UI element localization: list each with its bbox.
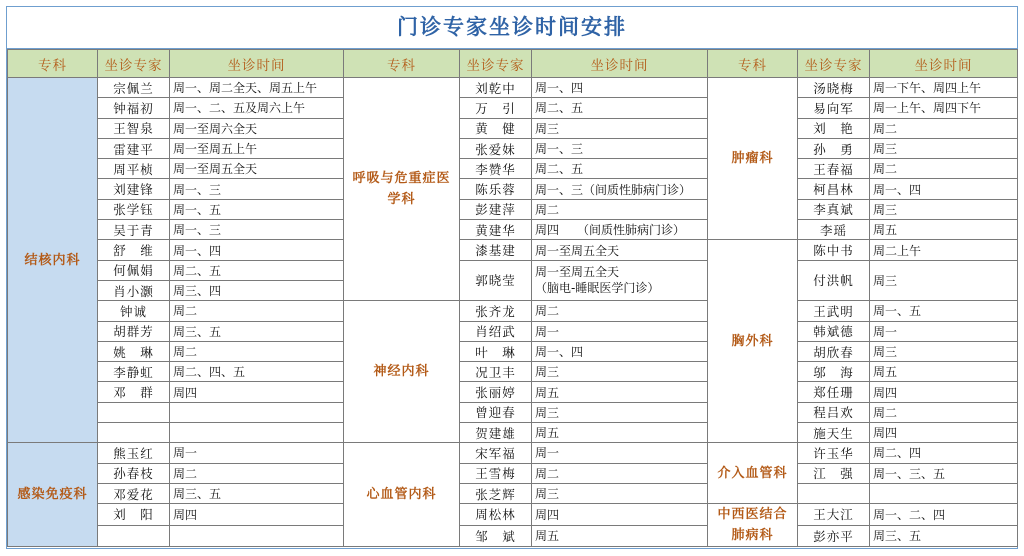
dept-tuberculosis: 结核内科 (8, 78, 98, 443)
dept-thoracic-surgery: 胸外科 (708, 240, 798, 443)
clinic-time: 周二 (532, 199, 708, 219)
clinic-time: 周四 （间质性肺病门诊） (532, 220, 708, 240)
doctor-name: 宗佩兰 (98, 78, 170, 98)
clinic-time: 周五 (532, 423, 708, 443)
doctor-name: 邓 群 (98, 382, 170, 402)
clinic-time-line: 周一至周五全天 (535, 265, 620, 280)
clinic-time: 周二 (870, 118, 1018, 138)
empty-cell (170, 525, 344, 547)
clinic-time: 周一、三 (170, 179, 344, 199)
empty-cell (170, 423, 344, 443)
table-row (8, 78, 1018, 98)
table-row (8, 402, 1018, 422)
doctor-name: 许玉华 (798, 443, 870, 463)
clinic-time: 周一至周六全天 (170, 118, 344, 138)
clinic-time: 周二、五 (532, 98, 708, 118)
doctor-name: 漆基建 (460, 240, 532, 260)
table-row (8, 362, 1018, 382)
clinic-time: 周四 (532, 504, 708, 526)
clinic-time: 周二、四、五 (170, 362, 344, 382)
clinic-time: 周一 (532, 321, 708, 341)
doctor-name: 彭亦平 (798, 525, 870, 547)
doctor-name: 李赞华 (460, 159, 532, 179)
header-time: 坐诊时间 (532, 50, 708, 78)
clinic-time: 周三 (532, 362, 708, 382)
table-row (8, 382, 1018, 402)
empty-cell (98, 525, 170, 547)
clinic-time: 周二 (170, 301, 344, 321)
dept-infection: 感染免疫科 (8, 443, 98, 547)
clinic-time: 周一、三、五 (870, 463, 1018, 483)
doctor-name: 陈乐蓉 (460, 179, 532, 199)
doctor-name: 王武明 (798, 301, 870, 321)
doctor-name: 刘 阳 (98, 504, 170, 526)
doctor-name: 韩斌德 (798, 321, 870, 341)
table-row (8, 260, 1018, 280)
table-row (8, 199, 1018, 219)
doctor-name: 曾迎春 (460, 402, 532, 422)
clinic-time: 周三 (532, 483, 708, 503)
clinic-time: 周二、五 (532, 159, 708, 179)
doctor-name: 张学钰 (98, 199, 170, 219)
clinic-time: 周三 (870, 341, 1018, 361)
doctor-name: 胡欣春 (798, 341, 870, 361)
schedule-table (7, 49, 1018, 547)
clinic-time: 周三、五 (170, 483, 344, 503)
clinic-time: 周三 (870, 138, 1018, 158)
table-row (8, 463, 1018, 483)
clinic-time: 周三 (870, 260, 1018, 301)
clinic-time: 周一、三 (532, 138, 708, 158)
table-row (8, 159, 1018, 179)
clinic-time: 周一至周五全天 (170, 159, 344, 179)
clinic-time: 周一、四 (170, 240, 344, 260)
clinic-time: 周四 (170, 504, 344, 526)
doctor-name: 易向军 (798, 98, 870, 118)
clinic-time: 周二 (532, 463, 708, 483)
clinic-note: （脑电-睡眠医学门诊） (535, 281, 660, 296)
header-time: 坐诊时间 (870, 50, 1018, 78)
doctor-name: 王雪梅 (460, 463, 532, 483)
doctor-name: 黄 健 (460, 118, 532, 138)
clinic-time: 周三 (870, 199, 1018, 219)
table-row (8, 443, 1018, 463)
doctor-name: 刘乾中 (460, 78, 532, 98)
dept-interventional-vascular: 介入血管科 (708, 443, 798, 504)
doctor-name: 付洪帆 (798, 260, 870, 301)
schedule-frame (6, 6, 1018, 549)
clinic-time: 周一、四 (532, 78, 708, 98)
header-doc: 坐诊专家 (98, 50, 170, 78)
clinic-time: 周五 (870, 362, 1018, 382)
clinic-time: 周一 (170, 443, 344, 463)
header-doc: 坐诊专家 (460, 50, 532, 78)
table-row (8, 321, 1018, 341)
empty-cell (170, 402, 344, 422)
empty-cell (870, 483, 1018, 503)
doctor-name: 舒 维 (98, 240, 170, 260)
table-row (8, 240, 1018, 260)
doctor-name: 熊玉红 (98, 443, 170, 463)
doctor-name: 邬 海 (798, 362, 870, 382)
doctor-name: 张齐龙 (460, 301, 532, 321)
doctor-name: 张丽婷 (460, 382, 532, 402)
table-row (8, 220, 1018, 240)
doctor-name: 施天生 (798, 423, 870, 443)
doctor-name: 刘建锋 (98, 179, 170, 199)
doctor-name: 彭建萍 (460, 199, 532, 219)
dept-respiratory: 呼吸与危重症医学科 (344, 78, 460, 301)
doctor-name: 肖绍武 (460, 321, 532, 341)
clinic-time: 周二上午 (870, 240, 1018, 260)
doctor-name: 郭晓莹 (460, 260, 532, 301)
clinic-time: 周二、五 (170, 260, 344, 280)
doctor-name: 贺建雄 (460, 423, 532, 443)
clinic-time: 周二 (870, 159, 1018, 179)
clinic-time: 周三 (532, 402, 708, 422)
empty-cell (798, 483, 870, 503)
clinic-time: 周一、五 (170, 199, 344, 219)
clinic-time: 周一至周五上午 (170, 138, 344, 158)
page-title: 门诊专家坐诊时间安排 (7, 7, 1017, 49)
dept-cardiology: 心血管内科 (344, 443, 460, 547)
clinic-time: 周四 (170, 382, 344, 402)
doctor-name: 陈中书 (798, 240, 870, 260)
table-row (8, 483, 1018, 503)
doctor-name: 程吕欢 (798, 402, 870, 422)
table-row (8, 179, 1018, 199)
header-row (8, 50, 1018, 78)
schedule-body (8, 78, 1018, 547)
clinic-time: 周一、三 (170, 220, 344, 240)
doctor-name: 叶 琳 (460, 341, 532, 361)
clinic-time: 周三 (532, 118, 708, 138)
dept-oncology: 肿瘤科 (708, 78, 798, 240)
clinic-time: 周一、三（间质性肺病门诊） (532, 179, 708, 199)
clinic-time: 周二 (870, 402, 1018, 422)
doctor-name: 雷建平 (98, 138, 170, 158)
doctor-name: 孙 勇 (798, 138, 870, 158)
table-row (8, 301, 1018, 321)
header-dept: 专科 (344, 50, 460, 78)
doctor-name: 王大江 (798, 504, 870, 526)
empty-cell (98, 402, 170, 422)
doctor-name: 邹 斌 (460, 525, 532, 547)
doctor-name: 周松林 (460, 504, 532, 526)
clinic-time: 周一、四 (870, 179, 1018, 199)
clinic-time: 周一下午、周四上午 (870, 78, 1018, 98)
table-row (8, 504, 1018, 526)
clinic-time: 周三、五 (870, 525, 1018, 547)
clinic-time (532, 260, 708, 301)
doctor-name: 王智泉 (98, 118, 170, 138)
doctor-name: 柯昌林 (798, 179, 870, 199)
doctor-name: 李真斌 (798, 199, 870, 219)
doctor-name: 钟福初 (98, 98, 170, 118)
doctor-name: 汤晓梅 (798, 78, 870, 98)
clinic-time: 周四 (870, 382, 1018, 402)
doctor-name: 邓爱花 (98, 483, 170, 503)
header-doc: 坐诊专家 (798, 50, 870, 78)
doctor-name: 宋军福 (460, 443, 532, 463)
empty-cell (98, 423, 170, 443)
clinic-time: 周一至周五全天 (532, 240, 708, 260)
doctor-name: 郑任珊 (798, 382, 870, 402)
table-row (8, 341, 1018, 361)
clinic-time: 周五 (870, 220, 1018, 240)
table-row (8, 423, 1018, 443)
doctor-name: 李静虹 (98, 362, 170, 382)
table-row (8, 138, 1018, 158)
doctor-name: 孙春枝 (98, 463, 170, 483)
doctor-name: 张爱妹 (460, 138, 532, 158)
doctor-name: 肖小灏 (98, 280, 170, 300)
header-dept: 专科 (8, 50, 98, 78)
table-row (8, 118, 1018, 138)
doctor-name: 黄建华 (460, 220, 532, 240)
doctor-name: 刘 艳 (798, 118, 870, 138)
doctor-name: 胡群芳 (98, 321, 170, 341)
clinic-time: 周四 (870, 423, 1018, 443)
table-row (8, 525, 1018, 547)
clinic-time: 周一、四 (532, 341, 708, 361)
doctor-name: 何佩娟 (98, 260, 170, 280)
doctor-name: 李瑶 (798, 220, 870, 240)
clinic-time: 周二 (170, 341, 344, 361)
clinic-time: 周一上午、周四下午 (870, 98, 1018, 118)
doctor-name: 周平桢 (98, 159, 170, 179)
dept-tcm-pulmonary: 中西医结合肺病科 (708, 504, 798, 547)
header-time: 坐诊时间 (170, 50, 344, 78)
doctor-name: 张芝辉 (460, 483, 532, 503)
doctor-name: 姚 琳 (98, 341, 170, 361)
clinic-time: 周三、四 (170, 280, 344, 300)
clinic-time: 周一 (532, 443, 708, 463)
clinic-time: 周一 (870, 321, 1018, 341)
clinic-time: 周五 (532, 382, 708, 402)
clinic-time: 周一、二、五及周六上午 (170, 98, 344, 118)
table-row (8, 98, 1018, 118)
clinic-time: 周三、五 (170, 321, 344, 341)
clinic-time: 周一、周二全天、周五上午 (170, 78, 344, 98)
clinic-time: 周一、五 (870, 301, 1018, 321)
dept-neurology: 神经内科 (344, 301, 460, 443)
doctor-name: 江 强 (798, 463, 870, 483)
clinic-time: 周二 (170, 463, 344, 483)
clinic-time: 周二、四 (870, 443, 1018, 463)
clinic-time: 周五 (532, 525, 708, 547)
doctor-name: 钟诚 (98, 301, 170, 321)
doctor-name: 万 引 (460, 98, 532, 118)
doctor-name: 吴于青 (98, 220, 170, 240)
header-dept: 专科 (708, 50, 798, 78)
doctor-name: 况卫丰 (460, 362, 532, 382)
doctor-name: 王春福 (798, 159, 870, 179)
clinic-time: 周二 (532, 301, 708, 321)
clinic-time: 周一、二、四 (870, 504, 1018, 526)
